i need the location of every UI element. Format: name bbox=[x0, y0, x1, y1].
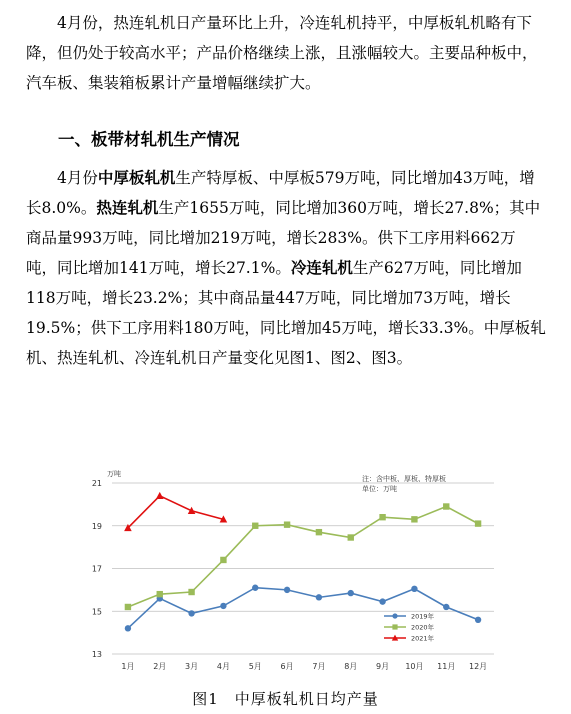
y-tick-label: 19 bbox=[91, 521, 102, 531]
data-point bbox=[475, 520, 481, 526]
data-point bbox=[220, 557, 226, 563]
data-point bbox=[252, 523, 258, 529]
legend-label: 2021年 bbox=[411, 634, 435, 643]
x-tick-label: 1月 bbox=[121, 662, 135, 671]
y-tick-label: 17 bbox=[91, 564, 102, 574]
x-tick-label: 9月 bbox=[376, 662, 390, 671]
data-point bbox=[316, 594, 322, 600]
x-tick-label: 4月 bbox=[216, 662, 230, 671]
legend-label: 2020年 bbox=[411, 623, 435, 632]
x-tick-label: 6月 bbox=[280, 662, 294, 671]
y-tick-label: 13 bbox=[91, 650, 102, 659]
data-point bbox=[379, 514, 385, 520]
x-tick-label: 7月 bbox=[312, 662, 326, 671]
x-tick-label: 11月 bbox=[437, 662, 456, 671]
y-tick-label: 15 bbox=[91, 607, 102, 617]
data-point bbox=[348, 534, 354, 540]
series-line bbox=[128, 496, 224, 528]
data-point bbox=[411, 516, 417, 522]
y-unit-label: 万吨 bbox=[107, 470, 121, 478]
chart-note-line-1: 注：含中板、厚板、特厚板 bbox=[362, 475, 446, 483]
x-tick-label: 3月 bbox=[185, 662, 199, 671]
legend-label: 2019年 bbox=[411, 612, 435, 621]
x-tick-label: 8月 bbox=[344, 662, 358, 671]
data-point bbox=[156, 492, 164, 499]
chart-note-line-2: 单位：万吨 bbox=[362, 485, 397, 493]
body-text-4: 生产627万吨，同比增加118万吨，增长23.2%；其中商品量447万吨，同比增加73万吨，增长19.5%；供下工序用料180万吨，同比增加45万吨，增长33.3%。中厚板轧机、热连轧机、冷连轧机日产量变化见图1、图2、图3。 bbox=[26, 259, 546, 367]
data-point bbox=[188, 589, 194, 595]
bold-term-cold-mill: 冷连轧机 bbox=[290, 258, 353, 277]
data-point bbox=[443, 604, 449, 610]
data-point bbox=[284, 521, 290, 527]
daily-output-line-chart bbox=[0, 460, 571, 685]
x-tick-label: 10月 bbox=[405, 662, 424, 671]
body-text-2: 生产特厚板、中厚板579万吨，同比增加43万吨，增长8.0%。 bbox=[26, 169, 535, 217]
series-line bbox=[128, 588, 478, 629]
data-point bbox=[188, 610, 194, 616]
body-text-3: 生产1655万吨，同比增加360万吨，增长27.8%；其中商品量993万吨，同比增加219万吨，增长283%。供下工序用料662万吨，同比增加141万吨，增长27.1%。 bbox=[26, 199, 541, 277]
x-tick-label: 2月 bbox=[153, 662, 167, 671]
data-point bbox=[220, 603, 226, 609]
data-point bbox=[379, 598, 385, 604]
section-heading: 一、板带材轧机生产情况 bbox=[58, 130, 240, 149]
figure-caption: 图1 中厚板轧机日均产量 bbox=[192, 690, 379, 708]
data-point bbox=[125, 604, 131, 610]
bold-term-plate-mill: 中厚板轧机 bbox=[97, 168, 176, 187]
data-point bbox=[392, 613, 397, 618]
x-tick-label: 12月 bbox=[468, 662, 488, 671]
data-point bbox=[348, 590, 354, 596]
data-point bbox=[284, 587, 290, 593]
data-point bbox=[411, 586, 417, 592]
data-point bbox=[157, 591, 163, 597]
data-point bbox=[252, 585, 258, 591]
data-point bbox=[443, 503, 449, 509]
x-tick-label: 5月 bbox=[248, 662, 262, 671]
y-tick-label: 21 bbox=[91, 479, 102, 488]
data-point bbox=[475, 617, 481, 623]
data-point bbox=[125, 625, 131, 631]
bold-term-hot-strip-mill: 热连轧机 bbox=[96, 198, 159, 217]
series-line bbox=[128, 507, 478, 607]
intro-paragraph: 4月份，热连轧机日产量环比上升，冷连轧机持平，中厚板轧机略有下降，但仍处于较高水平；产品价格继续上涨，且涨幅较大。主要品种板中，汽车板、集装箱板累计产量增幅继续扩大。 bbox=[26, 14, 538, 92]
data-point bbox=[392, 624, 397, 629]
body-text-1: 4月份 bbox=[57, 169, 98, 187]
body-paragraph bbox=[26, 163, 546, 373]
data-point bbox=[316, 529, 322, 535]
